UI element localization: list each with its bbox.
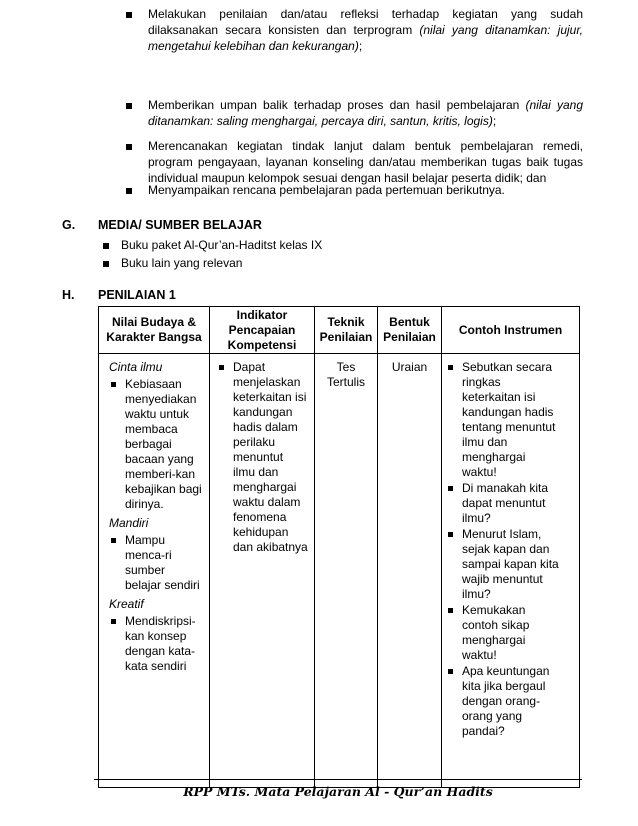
intro-bullet-3: Merencanakan kegiatan tindak lanjut dalam bentuk pembelajaran remedi, program pengayaan, layanan konseling dan/atau memberikan tugas baik tugas individual maupun kelompok sesuai dengan hasil belajar peserta didik; dan [148,139,583,185]
bullet-marker [103,261,109,267]
intro-bullet-1: Melakukan penilaian dan/atau refleksi terhadap kegiatan yang sudah dilaksanakan secara konsisten dan terprogram (nilai yang ditanamkan: jujur, mengetahui kelebihan dan kekurangan); [148,7,583,53]
bullet-marker [126,188,132,194]
cell-indicator [210,354,315,788]
section-h-title: PENILAIAN 1 [98,288,176,302]
table-row [99,354,580,788]
header-indicator: Indikator Pencapaian Kompetensi [210,307,315,354]
bullet-marker [126,12,132,18]
header-values: Nilai Budaya & Karakter Bangsa [99,307,210,354]
instrument-item: Kemukakan contoh sikap menghargai waktu! [446,603,561,663]
section-h-letter: H. [62,288,75,302]
value-category: Kreatif [109,597,144,611]
media-item-1: Buku paket Al-Qur’an-Haditst kelas IX [121,238,323,252]
header-form: Bentuk Penilaian [378,307,442,354]
bullet-marker [126,144,132,150]
value-item: Mendiskripsi-kan konsep dengan kata-kata sendiri [109,614,203,674]
page-footer: RPP MTs. Mata Pelajaran Al - Qur’an Hadits [183,784,493,799]
section-g-letter: G. [62,218,76,232]
value-item: Mampu menca-ri sumber belajar sendiri [109,533,203,593]
form-text: Uraian [391,360,428,374]
value-item: Kebiasaan menyediakan waktu untuk membaca berbagai bacaan yang memberi-kan kebajikan bagi dirinya. [109,377,203,512]
media-item-2: Buku lain yang relevan [121,256,243,270]
bullet-marker [126,103,132,109]
section-g-title: MEDIA/ SUMBER BELAJAR [98,218,262,232]
instrument-item: Di manakah kita dapat menuntut ilmu? [446,481,561,526]
footer-rule [94,779,582,780]
instrument-item: Menurut Islam, sejak kapan dan sampai kapan kita wajib menuntut ilmu? [446,527,561,602]
table-header-row [99,307,580,354]
value-category: Mandiri [109,516,149,530]
indicator-item: Dapat menjelaskan keterkaitan isi kandungan hadis dalam perilaku menuntut ilmu dan menghargai waktu dalam fenomena kehidupan dan akibatnya [217,360,308,555]
cell-values [99,354,210,788]
intro-bullet-4: Menyampaikan rencana pembelajaran pada pertemuan berikutnya. [148,183,505,197]
instrument-item: Apa keuntungan kita jika bergaul dengan orang-orang yang pandai? [446,664,561,739]
cell-instrument [442,354,580,788]
instrument-item: Sebutkan secara ringkas keterkaitan isi kandungan hadis tentang menuntut ilmu dan menghargai waktu! [446,360,561,480]
assessment-table [98,306,580,788]
header-technique: Teknik Penilaian [315,307,378,354]
bullet-marker [103,243,109,249]
intro-bullet-2: Memberikan umpan balik terhadap proses dan hasil pembelajaran (nilai yang ditanamkan: saling menghargai, percaya diri, santun, kritis, logis); [148,98,584,128]
value-category: Cinta ilmu [109,360,163,374]
cell-form [378,354,442,788]
technique-text: Tes Tertulis [326,360,365,389]
header-instrument: Contoh Instrumen [442,307,580,354]
cell-technique [315,354,378,788]
